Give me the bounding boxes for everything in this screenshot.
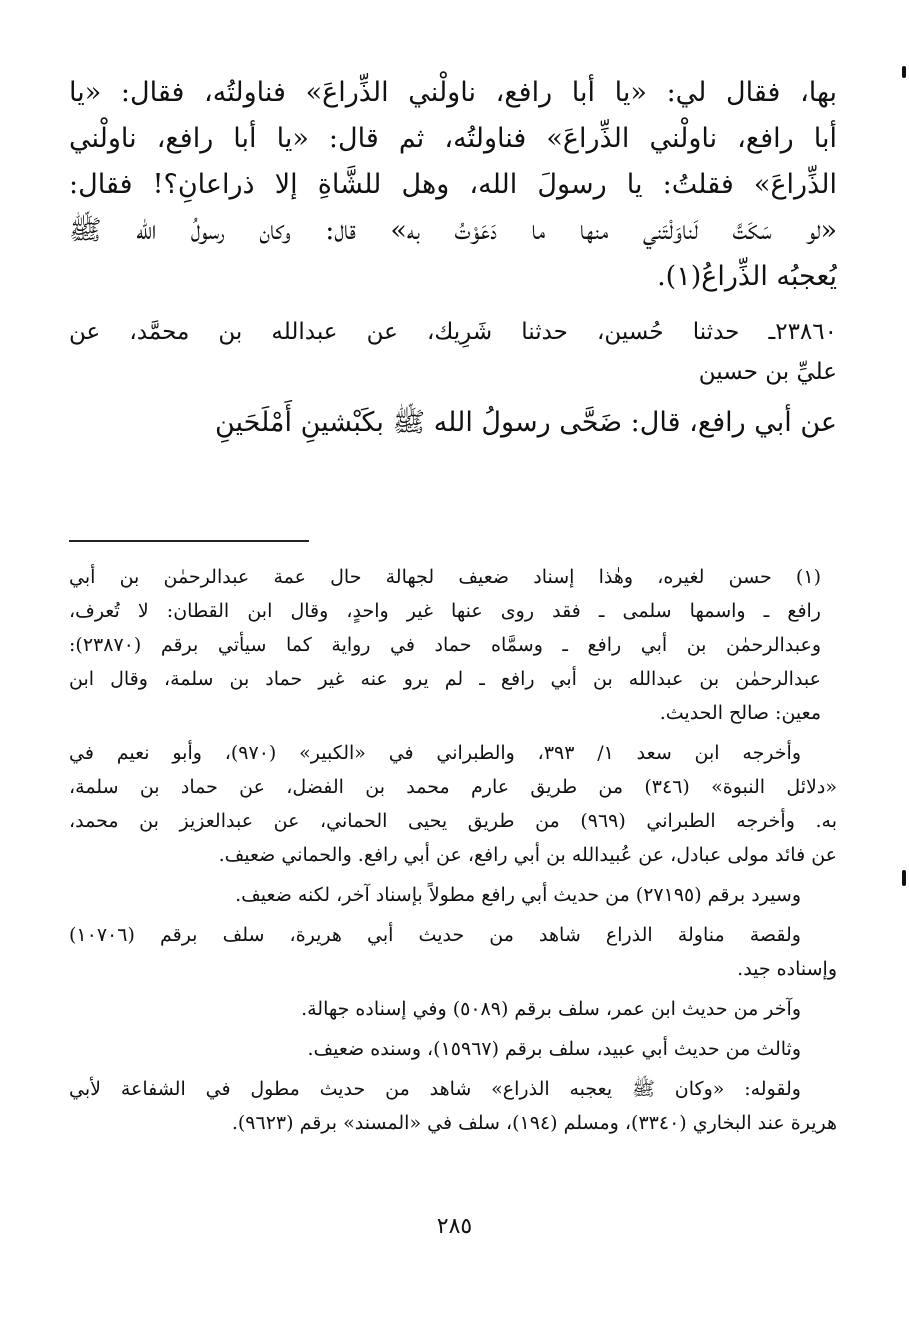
matn-line: عن أبي رافع، قال: ضَحَّى رسولُ الله ﷺ بكَبْشينِ أَمْلَحَينِ bbox=[214, 407, 837, 438]
hadith-matn bbox=[69, 400, 837, 446]
footnote-line: (١) حسن لغيره، وهٰذا إسناد ضعيف لجهالة حال عمة عبدالرحمٰن بن أبي bbox=[69, 566, 821, 588]
page-number: ٢٨٥ bbox=[436, 1214, 473, 1239]
text-line: «لو سَكَتَّ لَناوَلْتَني منها ما دَعَوْتُ به» قال: وكان رسولُ الله ﷺ bbox=[69, 215, 837, 246]
footnote-block bbox=[69, 560, 837, 730]
isnad-line: عليِّ بن حسين bbox=[698, 359, 837, 385]
text-line: الذِّراعَ» فقلتُ: يا رسولَ الله، وهل للشَّاةِ إلا ذراعانِ؟! فقال: bbox=[69, 169, 837, 200]
footnote-block bbox=[69, 1032, 837, 1066]
footnote-line: رافع ـ واسمها سلمى ـ فقد روى عنها غير واحدٍ، وقال ابن القطان: لا تُعرف، bbox=[69, 600, 821, 622]
footnote-block bbox=[69, 878, 837, 912]
hadith-isnad bbox=[69, 312, 837, 392]
footnote-line: وعبدالرحمٰن بن أبي رافع ـ وسمَّاه حماد في رواية كما سيأتي برقم (٢٣٨٧٠): bbox=[69, 634, 821, 656]
footnote-line: معين: صالح الحديث. bbox=[659, 702, 821, 724]
footnote-line: عبدالرحمٰن بن عبدالله بن أبي رافع ـ لم يرو عنه غير حماد بن سلمة، وقال ابن bbox=[69, 668, 821, 690]
footnote-line: وأخرجه ابن سعد ١/ ٣٩٣، والطبراني في «الكبير» (٩٧٠)، وأبو نعيم في bbox=[69, 742, 801, 764]
footnote-block bbox=[69, 918, 837, 986]
text-line: أبا رافع، ناولْني الذِّراعَ» فناولتُه، ثم قال: «يا أبا رافع، ناولْني bbox=[69, 123, 837, 154]
main-text bbox=[69, 70, 837, 446]
footnote-block bbox=[69, 1072, 837, 1140]
isnad-line: ٢٣٨٦٠ـ حدثنا حُسين، حدثنا شَرِيك، عن عبدالله بن محمَّد، عن bbox=[69, 319, 837, 345]
text-line: يُعجبُه الذِّراعُ(١). bbox=[657, 261, 837, 292]
footnote-line: وسيرد برقم (٢٧١٩٥) من حديث أبي رافع مطولاً بإسناد آخر، لكنه ضعيف. bbox=[235, 884, 801, 906]
text-line: بها، فقال لي: «يا أبا رافع، ناولْني الذِّراعَ» فناولتُه، فقال: «يا bbox=[69, 77, 837, 108]
footnote-block bbox=[69, 992, 837, 1026]
footnote-line: هريرة عند البخاري (٣٣٤٠)، ومسلم (١٩٤)، سلف في «المسند» برقم (٩٦٢٣). bbox=[231, 1112, 837, 1134]
footnotes bbox=[69, 560, 837, 1146]
footnote-line: ولقصة مناولة الذراع شاهد من حديث أبي هريرة، سلف برقم (١٠٧٠٦) bbox=[69, 924, 801, 946]
footnote-line: «دلائل النبوة» (٣٤٦) من طريق عارم محمد بن الفضل، عن حماد بن سلمة، bbox=[69, 776, 837, 798]
footnote-separator bbox=[69, 540, 309, 542]
footnote-line: عن فائد مولى عبادل، عن عُبيدالله بن أبي رافع، عن أبي رافع. والحماني ضعيف. bbox=[218, 844, 837, 866]
scan-edge-mark-top bbox=[902, 66, 906, 78]
footnote-line: وآخر من حديث ابن عمر، سلف برقم (٥٠٨٩) وفي إسناده جهالة. bbox=[301, 998, 801, 1020]
scan-edge-mark-middle bbox=[902, 870, 906, 886]
footnote-block bbox=[69, 736, 837, 872]
footnote-line: ولقوله: «وكان ﷺ يعجبه الذراع» شاهد من حديث مطول في الشفاعة لأبي bbox=[69, 1078, 801, 1100]
footnote-line: وإسناده جيد. bbox=[737, 958, 837, 980]
footnote-line: وثالث من حديث أبي عبيد، سلف برقم (١٥٩٦٧)، وسنده ضعيف. bbox=[307, 1038, 801, 1060]
hadith-continuation bbox=[69, 70, 837, 300]
footnote-line: به. وأخرجه الطبراني (٩٦٩) من طريق يحيى الحماني، عن عبدالعزيز بن محمد، bbox=[69, 810, 837, 832]
